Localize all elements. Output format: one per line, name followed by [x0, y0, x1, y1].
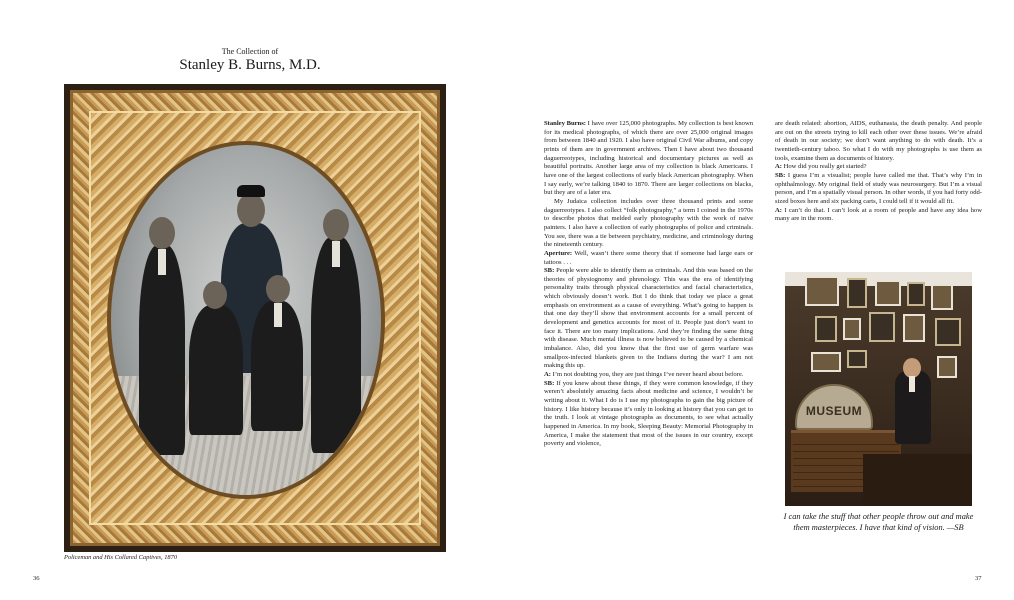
framed-picture [875, 280, 901, 306]
police-cap [237, 185, 265, 197]
dr-burns-shirt [909, 376, 915, 392]
framed-picture [931, 284, 953, 310]
framed-picture [815, 316, 837, 342]
figure-head [149, 217, 175, 249]
framed-picture [847, 278, 867, 308]
paragraph: A: How did you really get started? [775, 163, 867, 171]
figure-head [237, 193, 265, 227]
framed-picture [811, 352, 841, 372]
interview-column-2 [775, 120, 982, 224]
paragraph: Stanley Burns: I have over 125,000 photographs. My collection is best known for its medical photographs, of which there are over 25,000 original images from between 1840 and 1920. I also have original Civil War albums, and copy prints of them are in government archives. Then I have about two thousand daguerreotypes, including historical and documentary pictures as well as beautiful portraits. Another large area of my collection is black Americans. I have one of the largest collections of early black American photography. When I say early, we’re talking 1840 to 1870. There are larger collections on blacks, but they are of a later era. [544, 120, 754, 197]
figure-head [323, 209, 349, 241]
framed-picture [843, 318, 861, 340]
framed-picture [847, 350, 867, 368]
page-number-right: 37 [975, 575, 982, 582]
figure-shirt [274, 303, 282, 327]
framed-picture [903, 314, 925, 342]
museum-photo [785, 272, 972, 506]
paragraph: SB: If you knew about these things, if they were common knowledge, if they weren’t absolutely amazing facts about medicine and science, I wouldn’t be writing about it. What I do is I use my photographs to gain the big picture of history. I like history because it’s only in looking at history that you can get to the truth. I look at vintage photographs as documents, to see what actually happened in America. In my book, Sleeping Beauty: Memorial Photography in America, I make the statement that most of the issues in our country, except poverty and violence, [544, 379, 753, 448]
paragraph: A: I’m not doubting you, they are just things I’ve never heard about before. [544, 371, 744, 379]
paragraph: Aperture: Well, wasn’t there some theory that if someone had large ears or tattoos . . . [544, 249, 753, 266]
figure-seated-left [189, 305, 243, 435]
gilded-frame [70, 90, 440, 546]
framed-picture [907, 282, 925, 306]
framed-picture [805, 276, 839, 306]
figure-standing-left [139, 245, 185, 455]
photo-caption: Policeman and His Collared Captives, 1870 [64, 554, 178, 561]
figure-shirt [158, 249, 166, 275]
header-subtitle: The Collection of [221, 47, 279, 56]
paragraph: are death related: abortion, AIDS, euthanasia, the death penalty. And people are out on the streets trying to kill each other over these issues. We’re afraid of death in our society; we don’t want anything to do with death. It’s a twentieth-century taboo. So what I do with my photographs is use them as tools, examine them as documents of history. [775, 120, 982, 162]
framed-picture [935, 318, 961, 346]
interview-column-1 [544, 120, 753, 449]
daguerreotype-photo [64, 84, 446, 552]
figure-shirt [332, 241, 340, 267]
paragraph: A: I can’t do that. I can’t look at a room of people and have any idea how many are in the room. [775, 206, 982, 223]
paragraph: SB: People were able to identify them as criminals. And this was based on the theories of physiognomy and phrenology. This was the era of identifying personality traits through physical characteristics and facial characteristics, which obviously doesn’t work. But I do think that today we place a great emphasis on environment as a cause of everything. What’s going to happen is that one day they’ll show that environment accounts for a small percent of development and genetics accounts for most of it. People just don’t want to face it. There are too many implications. And they’re finding the same thing with disease. Much mental illness is now believed to be caused by a chemical imbalance. Also, did you know that the first use of germ warfare was smallpox-infected blankets given to the Indians during the war? I am not making this up. [544, 267, 753, 370]
figure-standing-right [311, 237, 361, 453]
framed-picture [937, 356, 957, 378]
page-number-left: 36 [33, 575, 40, 582]
oval-photograph [107, 141, 385, 499]
figure-head [203, 281, 227, 309]
paragraph: My Judaica collection includes over three thousand prints and some daguerreotypes. I also collect “folk photography,” a term I coined in the 1970s to describe photos that melded early photography with the work of naive painters. I also have a collection of early photographs of police and criminals. You see, there was a tie between psychiatry, medicine, and criminology during the nineteenth century. [544, 197, 753, 249]
page-title: Stanley B. Burns, M.D. [179, 57, 321, 73]
museum-sign: MUSEUM [795, 384, 873, 430]
figure-head [266, 275, 290, 303]
desk [863, 454, 972, 506]
paragraph: SB: I guess I’m a visualist; people have called me that. That’s why I’m in ophthalmology. My original field of study was neurosurgery. But I’m a visual person, and I’m a spatially visual person. In other words, if you had forty odd-sized boxes here and six packing carts, I could tell if it would all fit. [775, 171, 982, 205]
pull-quote: I can take the stuff that other people throw out and make them masterpieces. I have that kind of vision. —SB [783, 512, 974, 532]
dr-burns-head [903, 358, 921, 378]
framed-picture [869, 312, 895, 342]
